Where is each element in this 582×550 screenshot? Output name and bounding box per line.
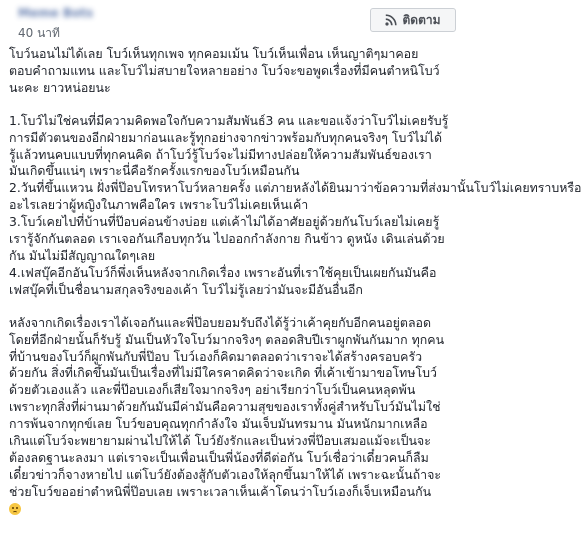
text-line: 2.วันที่ขึ้นแหวน ฝั่งพี่ป๊อบโทรหาโบว์หลายครั้ง แต่ภายหลังได้ยินมาว่าข้อความที่ส่งมานั้นโบว์ไม่เคยทราบหรือ	[9, 180, 582, 196]
text-line: โบว์นอนไม่ได้เลย โบว์เห็นทุกเพจ ทุกคอมเม้น โบว์เห็นเพื่อน เห็นญาติๆมาคอย	[9, 46, 419, 61]
text-line: มันเกิดขึ้นแน่ๆ เพราะนี่คือรักครั้งแรกของโบว์เหมือนกัน	[9, 163, 300, 179]
text-line: ด้วยกัน สิ่งที่เกิดขึ้นมันเป็นเรื่องที่ไม่มีใครคาดคิดว่าจะเกิด ที่เค้าเข้ามาขอโทษโบว์	[9, 365, 437, 381]
text-line: หลังจากเกิดเรื่องเราได้เจอกันและพี่ป๊อบยอมรับถึงได้รู้ว่าเค้าคุยกับอีกคนอยู่ตลอด	[9, 314, 432, 330]
rss-icon	[385, 14, 397, 26]
text-line: การพ้นจากทุกข์เลย โบว์ขอบคุณทุกกำลังใจ มันเจ็บมันทรมาน มันหนักมากเหลือ	[9, 416, 428, 432]
emoji-line	[9, 501, 471, 518]
text-line: โดยที่อีกฝ่ายนั้นก็รับรู้ มันเป็นหัวใจโบว์มากจริงๆ ตลอดสิบปีเราผูกพันกันมาก ทุกคน	[9, 331, 445, 347]
text-line: 1.โบว์ไม่ใช่คนที่มีความคิดพอใจกับความสัมพันธ์3 คน และขอแจ้งว่าโบว์ไม่เคยรับรู้	[9, 112, 449, 128]
text-line: รู้แล้วทนคบแบบที่ทุกคนคิด ถ้าโบว์รู้โบว์จะไม่มีทางปล่อยให้ความสัมพันธ์ของเรา	[9, 146, 432, 162]
author-name[interactable]: Meme Bots	[18, 6, 94, 20]
follow-label: ติดตาม	[402, 12, 441, 27]
text-line: อะไรเลยว่าผู้หญิงในภาพคือใคร เพราะโบว์ไม่เคยเห็นเค้า	[9, 197, 309, 213]
text-line: เฟสบุ๊คที่เป็นชื่อนามสกุลจริงของเค้า โบว์ไม่รู้เลยว่ามันจะมีอันอื่นอีก	[9, 281, 363, 297]
text-line: เรารู้จักกันตลอด เราเจอกันเกือบทุกวัน ไปออกกำลังกาย กินข้าว ดูหนัง เดินเล่นด้วย	[9, 231, 445, 247]
text-line: เกินแต่โบว์จะพยายามผ่านไปให้ได้ โบว์ยังรักและเป็นห่วงพี่ป๊อบเสมอแม้จะเป็นจะ	[9, 433, 431, 449]
sad-face-emoji-icon	[9, 503, 21, 515]
text-line: เดี๋ยวข่าวก็จางหายไป แต่โบว์ยังต้องสู้กับตัวเองให้ลุกขึ้นมาให้ได้ เพราะฉะนั้นถ้าจะ	[9, 466, 441, 482]
post-header	[10, 0, 466, 40]
text-line: ด้วยตัวเองแล้ว และพี่ป๊อบเองก็เสียใจมากจริงๆ อย่าเรียกว่าโบว์เป็นคนหลุดพ้น	[9, 382, 416, 398]
text-line: ที่บ้านของโบว์ก็ผูกพันกับพี่ป๊อบ โบว์เองก็คิดมาตลอดว่าเราจะได้สร้างครอบครัว	[9, 348, 423, 364]
follow-button[interactable]	[370, 8, 456, 32]
text-line: ตอบคำถามแทน และโบว์ไม่สบายใจหลายอย่าง โบว์จะขอพูดเรื่องที่มีคนตำหนิโบว์	[9, 62, 440, 78]
text-line: 4.เฟสบุ๊คอีกอันโบว์ก็พึ่งเห็นหลังจากเกิดเรื่อง เพราะอันที่เราใช้คุยเป็นเผยกันมันคือ	[9, 264, 437, 280]
post-timestamp[interactable]: 40 นาที	[18, 26, 60, 40]
post-body	[9, 46, 582, 518]
text-line: ช่วยโบว์ขออย่าตำหนิพี่ป๊อบเลย เพราะเวลาเห็นเค้าโดนว่าโบว์เองก็เจ็บเหมือนกัน	[9, 483, 432, 499]
text-line: ต้องลดฐานะลงมา แต่เราจะเป็นเพื่อนเป็นพี่น้องที่ดีต่อกัน โบว์เชื่อว่าเดี๋ยวคนก็ลืม	[9, 449, 429, 465]
text-line: เพราะทุกสิ่งที่ผ่านมาด้วยกันมันมีค่ามันคือความสุขของเราทั้งคู่สำหรับโบว์มันไม่ใช่	[9, 399, 441, 415]
text-line: นะคะ ยาวหน่อยนะ	[9, 79, 111, 95]
text-line: กัน มันไม่มีสัญญาณใดๆเลย	[9, 247, 156, 263]
text-line: 3.โบว์เคยไปที่บ้านที่ป๊อบค่อนข้างบ่อย แต่เค้าไม่ได้อาศัยอยู่ด้วยกันโบว์เลยไม่เคยรู้	[9, 214, 440, 230]
text-line: การมีตัวตนของอีกฝ่ายมาก่อนและรู้ทุกอย่างจากข่าวพร้อมกับทุกคนจริงๆ โบว์ไม่ได้	[9, 129, 443, 145]
